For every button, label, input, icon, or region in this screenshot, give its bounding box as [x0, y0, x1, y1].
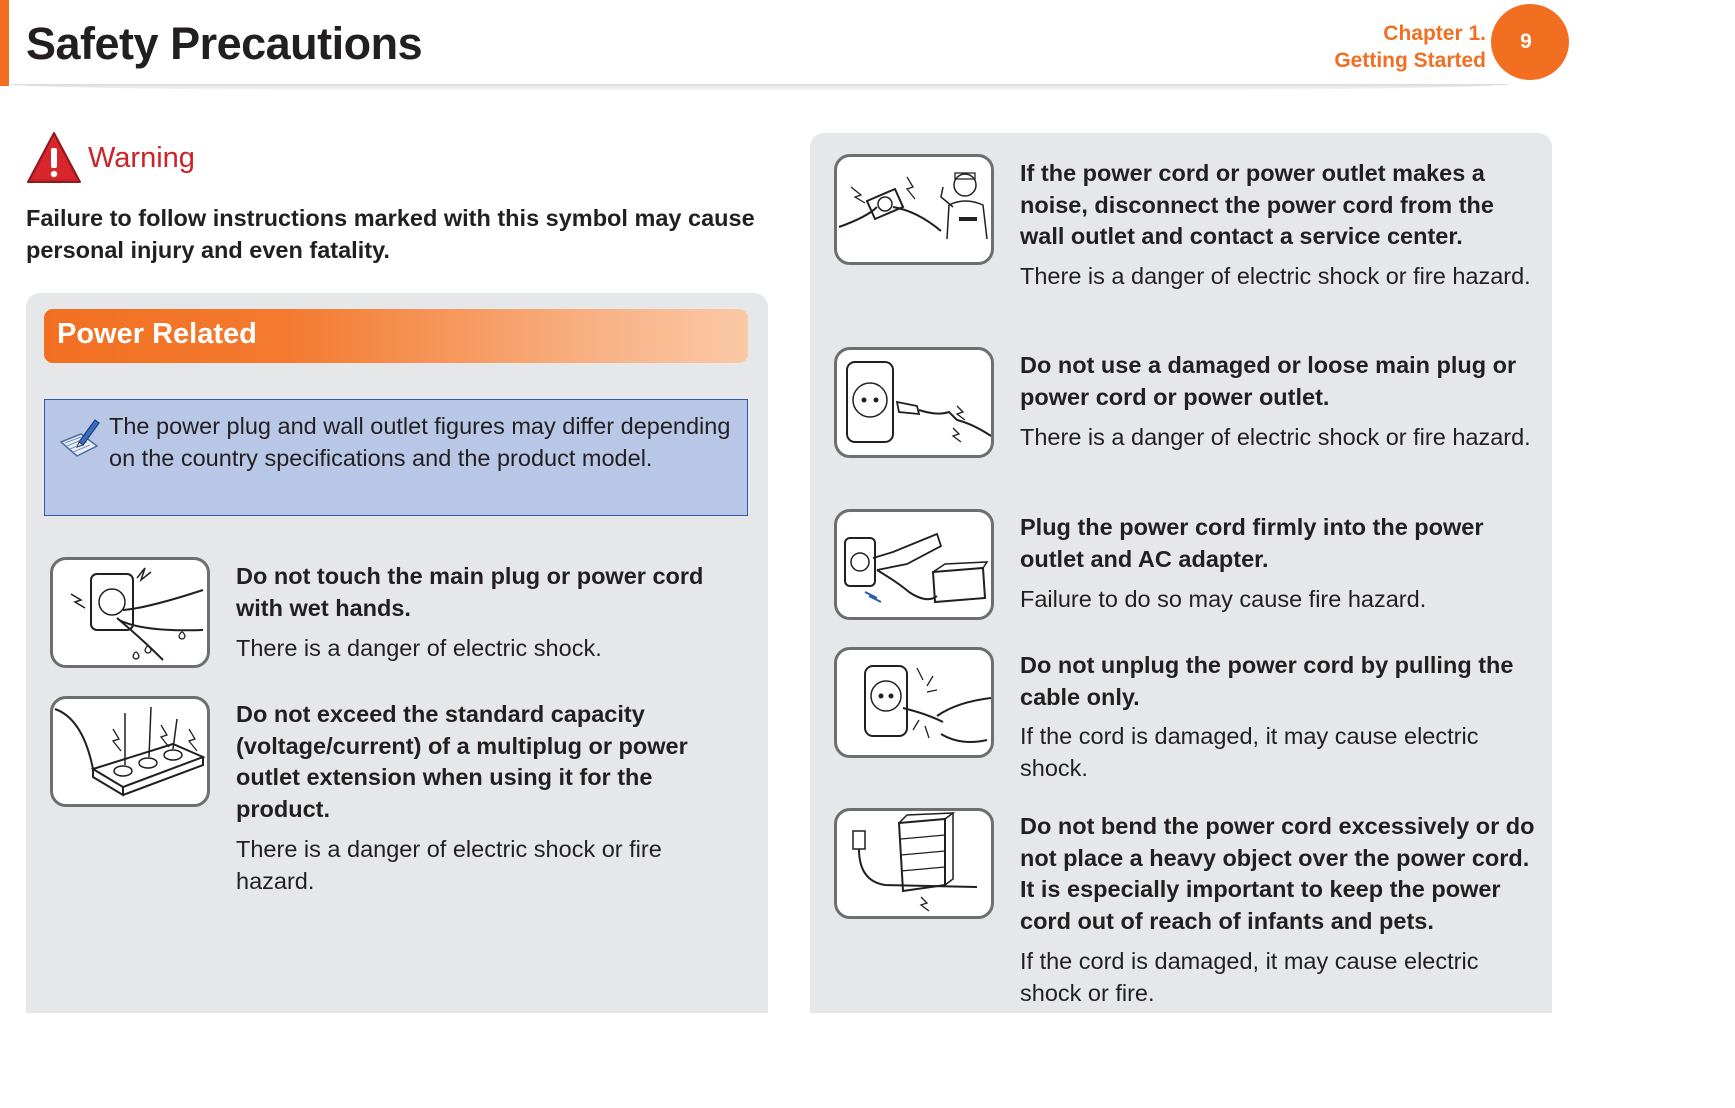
item-heading: Do not exceed the standard capacity (voltage/current) of a multiplug or power outlet extension when using it for the product.	[236, 701, 688, 822]
item-description: There is a danger of electric shock or fire hazard.	[1020, 424, 1531, 450]
item-description: There is a danger of electric shock or fire hazard.	[1020, 263, 1531, 289]
wet-hand-plug-icon	[50, 557, 210, 668]
page-header	[0, 0, 1568, 92]
note-text: The power plug and wall outlet figures may differ depending on the country specifications and the product model.	[109, 413, 731, 471]
chapter-title: Getting Started	[1334, 49, 1486, 72]
page-title: Safety Precautions	[26, 18, 423, 69]
item-heading: Do not touch the main plug or power cord with wet hands.	[236, 563, 704, 621]
heavy-object-on-cord-icon	[834, 808, 994, 919]
note-box	[44, 399, 748, 516]
item-description: There is a danger of electric shock.	[236, 635, 602, 661]
item-description: If the cord is damaged, it may cause electric shock.	[1020, 723, 1479, 781]
pull-cable-icon	[834, 647, 994, 758]
header-divider	[9, 84, 1509, 92]
header-accent-bar	[0, 0, 9, 86]
item-heading: Do not unplug the power cord by pulling the cable only.	[1020, 652, 1514, 710]
overloaded-multiplug-icon	[50, 696, 210, 807]
item-description: There is a danger of electric shock or fire hazard.	[236, 836, 662, 894]
item-description: Failure to do so may cause fire hazard.	[1020, 586, 1427, 612]
damaged-plug-icon	[834, 347, 994, 458]
warning-triangle-icon	[26, 130, 82, 186]
memo-pencil-icon	[57, 416, 101, 460]
warning-label: Warning	[88, 142, 195, 174]
item-heading: If the power cord or power outlet makes a noise, disconnect the power cord from the wall outlet and contact a service center.	[1020, 160, 1494, 249]
noisy-outlet-service-icon	[834, 154, 994, 265]
plug-in-firmly-icon	[834, 509, 994, 620]
section-header	[44, 309, 748, 363]
item-heading: Plug the power cord firmly into the power outlet and AC adapter.	[1020, 514, 1484, 572]
chapter-label	[1334, 20, 1486, 74]
item-heading: Do not use a damaged or loose main plug or power cord or power outlet.	[1020, 352, 1517, 410]
page-number-badge: 9	[1491, 4, 1569, 80]
warning-description: Failure to follow instructions marked with this symbol may cause personal injury and even fatality.	[26, 205, 755, 263]
item-heading: Do not bend the power cord excessively or do not place a heavy object over the power cord. It is especially important to keep the power cord out of reach of infants and pets.	[1020, 813, 1535, 934]
item-description: If the cord is damaged, it may cause electric shock or fire.	[1020, 948, 1479, 1006]
section-title: Power Related	[57, 318, 257, 350]
chapter-number: Chapter 1.	[1383, 22, 1486, 45]
